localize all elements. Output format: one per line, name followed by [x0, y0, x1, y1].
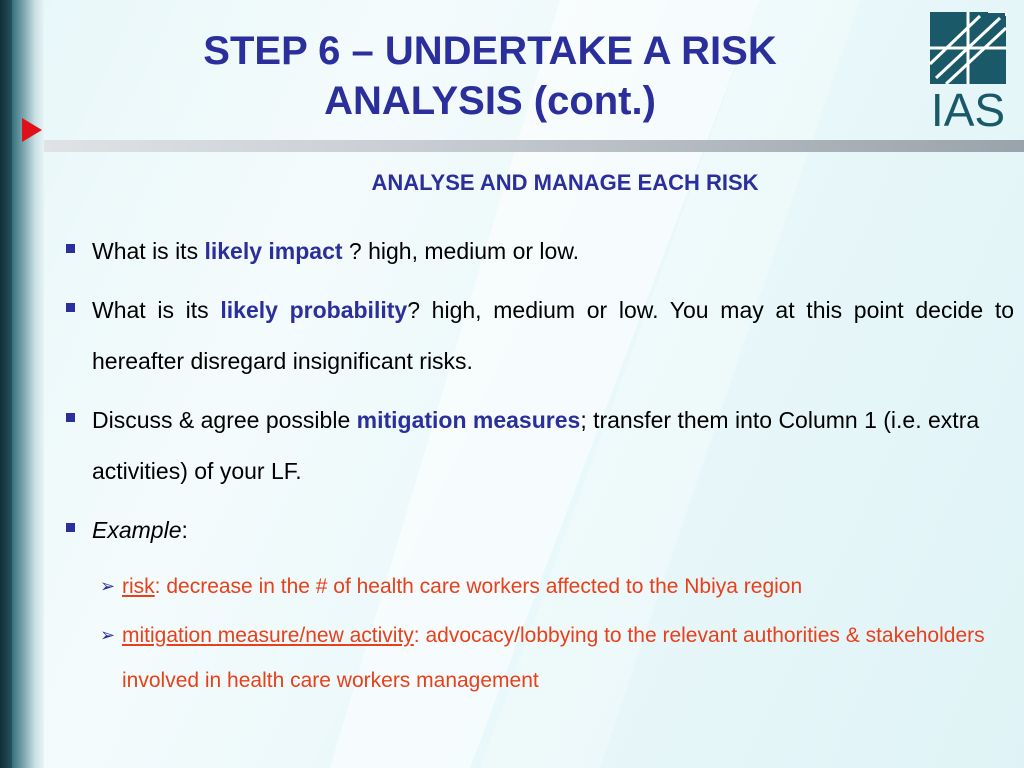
bullet-likely-impact: What is its likely impact ? high, medium or low. — [66, 226, 1014, 277]
left-accent-bar-edge — [0, 0, 12, 768]
square-bullet-icon — [66, 523, 75, 532]
title-line-2: ANALYSIS (cont.) — [324, 79, 656, 123]
emphasis-likely-probability: likely probability — [220, 297, 408, 323]
section-subtitle: ANALYSE AND MANAGE EACH RISK — [371, 170, 759, 195]
emphasis-mitigation-measures: mitigation measures — [356, 407, 581, 433]
square-bullet-icon — [66, 244, 75, 253]
sub-bullet-risk: ➢ risk: decrease in the # of health care workers affected to the Nbiya region — [82, 564, 1014, 609]
red-triangle-marker — [22, 118, 42, 142]
bullet-likely-probability: What is its likely probability? high, medium or low. You may at this point decide to hereafter disregard insignificant risks. — [66, 285, 1014, 387]
slide-content — [66, 226, 1014, 707]
arrow-bullet-icon: ➢ — [100, 625, 116, 645]
square-bullet-icon — [66, 413, 75, 422]
bullet-mitigation-measures: Discuss & agree possible mitigation measures; transfer them into Column 1 (i.e. extra activities) of your LF. — [66, 395, 1014, 497]
logo-text: IAS — [930, 84, 1006, 136]
arrow-bullet-icon: ➢ — [100, 576, 116, 596]
risk-label: risk — [122, 575, 155, 598]
square-bullet-icon — [66, 303, 75, 312]
sub-bullet-mitigation: ➢ mitigation measure/new activity: advocacy/lobbying to the relevant authorities & stakeholders involved in health care workers management — [82, 613, 1014, 703]
emphasis-likely-impact: likely impact — [204, 238, 343, 264]
slide-title — [120, 26, 860, 126]
header-divider — [44, 140, 1024, 152]
mitigation-label: mitigation measure/new activity — [122, 624, 414, 647]
bullet-example: Example: — [66, 505, 1014, 556]
title-line-1: STEP 6 – UNDERTAKE A RISK — [203, 29, 777, 73]
